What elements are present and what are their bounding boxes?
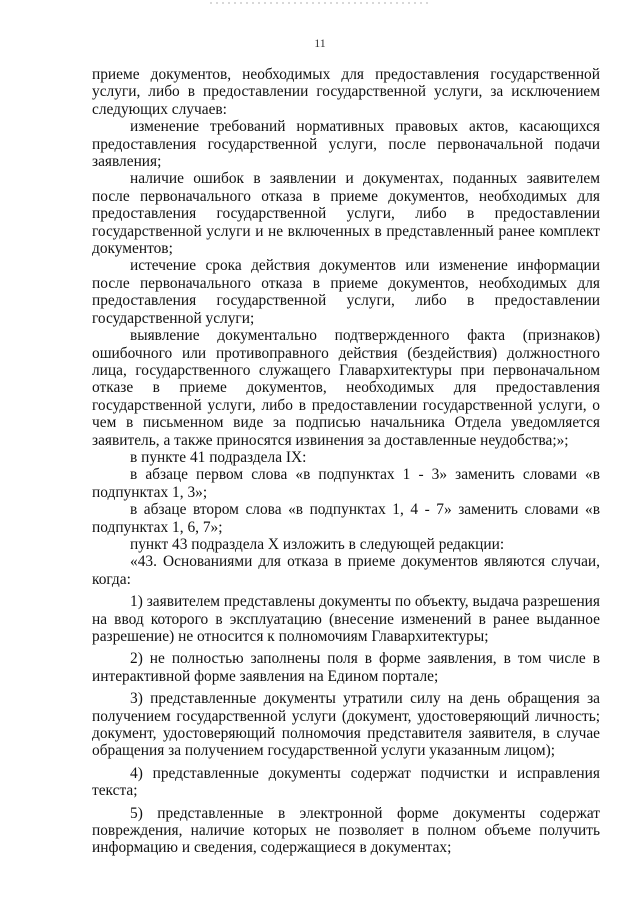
paragraph: 4) представленные документы содержат подчистки и исправления текста; xyxy=(92,764,600,800)
paragraph: в пункте 41 подраздела IX: xyxy=(130,448,307,466)
paragraph: 5) представленные в электронной форме документы содержат повреждения, наличие которых не позволяет в полном объеме получить информацию и сведения, содержащиеся в документах; xyxy=(92,804,600,857)
paragraph: пункт 43 подраздела X изложить в следующей редакции: xyxy=(130,535,505,553)
paragraph: приеме документов, необходимых для предоставления государственной услуги, либо в предоставлении государственной услуги, за исключением следующих случаев: xyxy=(92,66,600,118)
paragraph: изменение требований нормативных правовых актов, касающихся предоставления государственной услуги, после первоначальной подачи заявления; xyxy=(92,118,600,171)
scan-artifact xyxy=(210,2,430,4)
paragraph: истечение срока действия документов или изменение информации после первоначального отказа в приеме документов, необходимых для предоставления государственной услуги, либо в предоставлении государственной услуги; xyxy=(92,257,600,327)
paragraph: «43. Основаниями для отказа в приеме документов являются случаи, когда: xyxy=(92,553,600,588)
paragraph: наличие ошибок в заявлении и документах, поданных заявителем после первоначального отказа в приеме документов, необходимых для предоставления государственной услуги, либо в предоставлении государственной услуги и не включенных в представленный ранее комплект документов; xyxy=(92,170,600,258)
paragraph: в абзаце втором слова «в подпунктах 1, 4 - 7» заменить словами «в подпунктах 1, 6, 7»; xyxy=(92,501,600,536)
paragraph: выявление документально подтвержденного факта (признаков) ошибочного или противоправного действия (бездействия) должностного лица, государственного служащего Главархитектуры при первоначальном отказе в приеме документов, необходимых для предоставления государственной услуги, либо в предоставлении государственной услуги, о чем в письменном виде за подписью начальника Отдела уведомляется заявитель, а также приносятся извинения за доставленные неудобства;»; xyxy=(92,327,600,449)
document-body xyxy=(92,66,600,857)
paragraph: 1) заявителем представлены документы по объекту, выдача разрешения на ввод которого в эксплуатацию (внесение изменений в ранее выданное разрешение) не относится к полномочиям Главархитектуры; xyxy=(92,593,600,645)
paragraph: 3) представленные документы утратили силу на день обращения за получением государственной услуги (документ, удостоверяющий личность; документ, удостоверяющий полномочия представителя заявителя, в случае обращения за получением государственной услуги указанным лицом); xyxy=(92,690,600,760)
paragraph: в абзаце первом слова «в подпунктах 1 - 3» заменить словами «в подпунктах 1, 3»; xyxy=(92,466,600,501)
page-number: 11 xyxy=(314,36,326,50)
paragraph: 2) не полностью заполнены поля в форме заявления, в том числе в интерактивной форме заявления на Едином портале; xyxy=(92,650,600,685)
